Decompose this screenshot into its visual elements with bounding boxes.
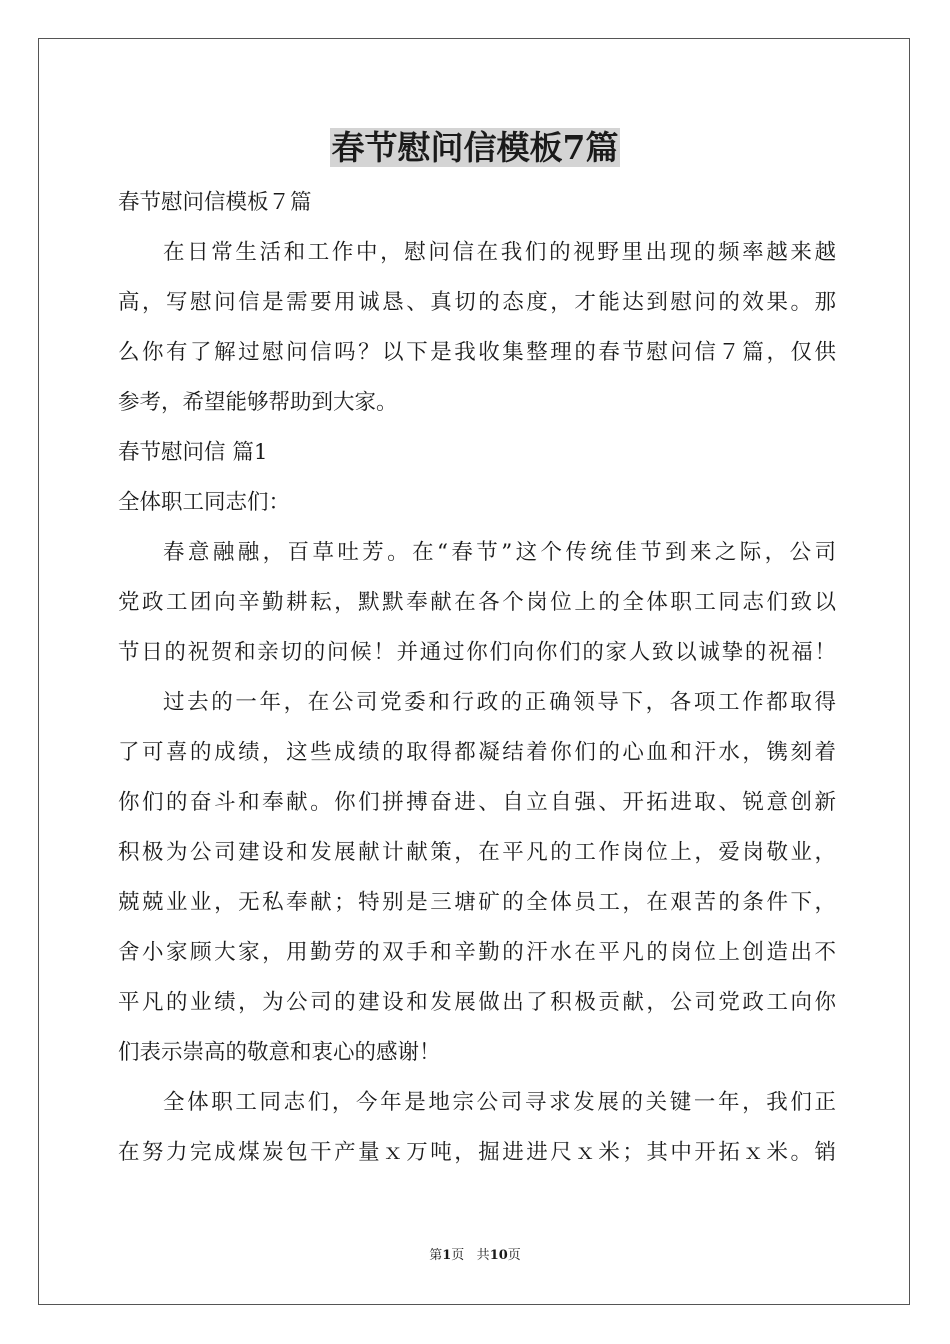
footer-page-total: 10 [489, 1248, 508, 1263]
text-line: 高，写慰问信是需要用诚恳、真切的态度，才能达到慰问的效果。那 [118, 290, 836, 315]
text-line: 春节慰问信模板７篇 [118, 190, 312, 215]
text-line: 春节慰问信 篇1 [118, 440, 268, 465]
text-line: 参考，希望能够帮助到大家。 [118, 390, 398, 415]
text-line: 过去的一年，在公司党委和行政的正确领导下，各项工作都取得 [163, 690, 836, 715]
footer-page-suffix: 页 [451, 1248, 465, 1263]
text-line: 舍小家顾大家，用勤劳的双手和辛勤的汗水在平凡的岗位上创造出不 [118, 940, 836, 965]
text-line: 么你有了解过慰问信吗？以下是我收集整理的春节慰问信７篇，仅供 [118, 340, 836, 365]
page-footer [0, 1247, 950, 1265]
footer-page-current: 1 [442, 1248, 452, 1263]
text-line: 节日的祝贺和亲切的问候！并通过你们向你们的家人致以诚挚的祝福！ [118, 640, 836, 665]
footer-total-suffix: 页 [507, 1248, 521, 1263]
text-line: 在努力完成煤炭包干产量ｘ万吨，掘进进尺ｘ米；其中开拓ｘ米。销 [118, 1140, 836, 1165]
text-line: 全体职工同志们，今年是地宗公司寻求发展的关键一年，我们正 [163, 1090, 836, 1115]
text-line: 积极为公司建设和发展献计献策，在平凡的工作岗位上，爱岗敬业， [118, 840, 836, 865]
document-title-text: 春节慰问信模板7篇 [331, 128, 619, 167]
text-line: 了可喜的成绩，这些成绩的取得都凝结着你们的心血和汗水，镌刻着 [118, 740, 836, 765]
text-line: 你们的奋斗和奉献。你们拼搏奋进、自立自强、开拓进取、锐意创新 [118, 790, 836, 815]
document-body [118, 178, 836, 1178]
footer-page-prefix: 第 [429, 1248, 443, 1263]
text-line: 春意融融，百草吐芳。在“春节”这个传统佳节到来之际，公司 [163, 540, 836, 565]
document-title [0, 126, 950, 170]
text-line: 兢兢业业，无私奉献；特别是三塘矿的全体员工，在艰苦的条件下， [118, 890, 836, 915]
text-line: 党政工团向辛勤耕耘，默默奉献在各个岗位上的全体职工同志们致以 [118, 590, 836, 615]
text-line: 平凡的业绩，为公司的建设和发展做出了积极贡献，公司党政工向你 [118, 990, 836, 1015]
text-line: 在日常生活和工作中，慰问信在我们的视野里出现的频率越来越 [163, 240, 836, 265]
text-line: 们表示崇高的敬意和衷心的感谢！ [118, 1040, 441, 1065]
text-line: 全体职工同志们： [118, 490, 291, 515]
footer-total-prefix: 共 [476, 1248, 490, 1263]
